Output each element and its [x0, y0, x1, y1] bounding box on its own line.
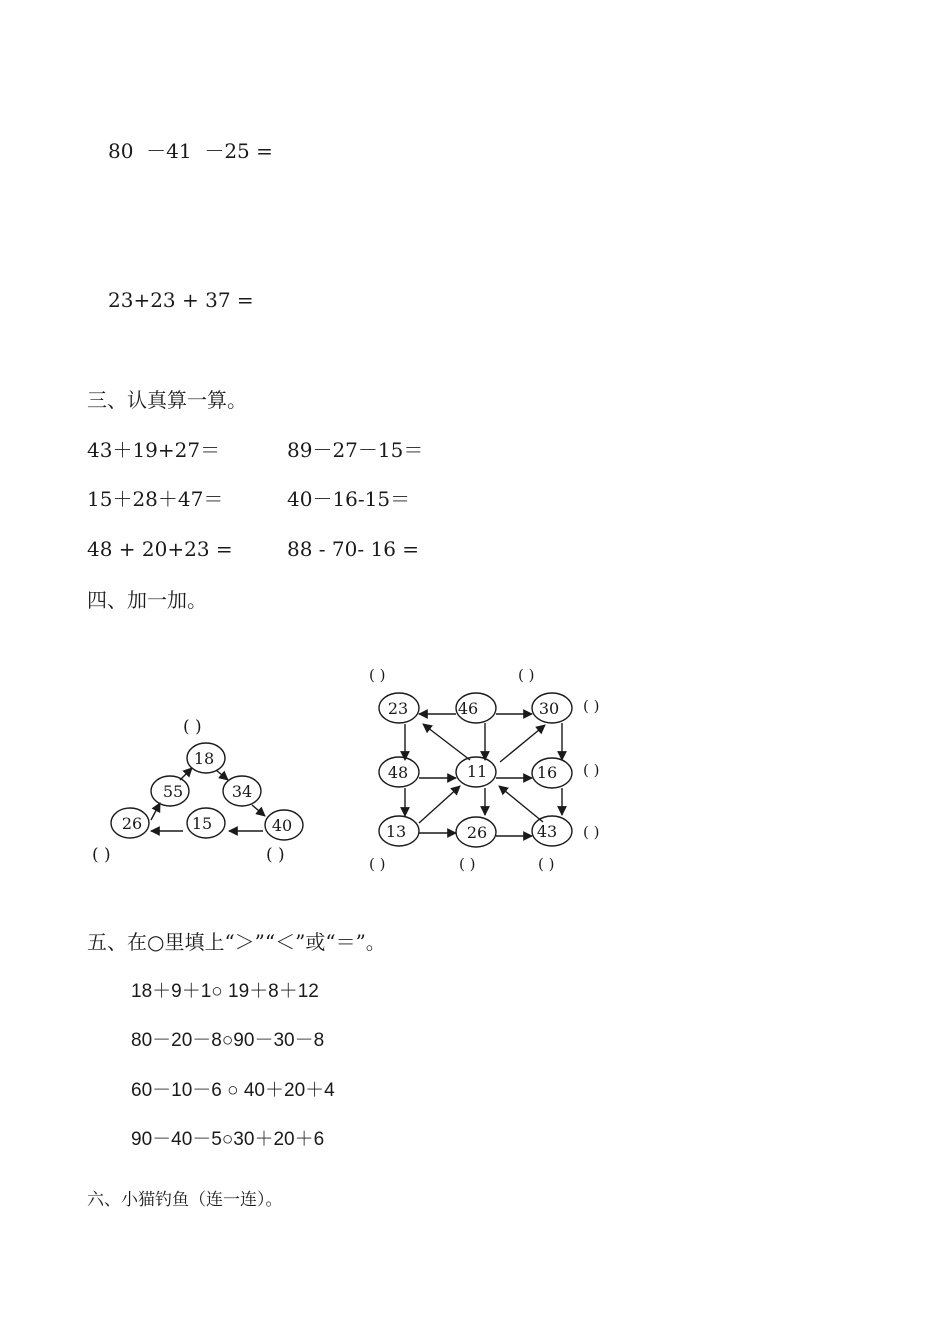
grid-number: 48 — [387, 763, 409, 782]
triangle-number: 55 — [162, 782, 184, 801]
grid-number: 16 — [536, 763, 558, 782]
grid-number: 43 — [536, 822, 558, 841]
triangle-number: 26 — [121, 814, 143, 833]
answer-blank: ( ) — [518, 666, 535, 684]
answer-blank: ( ) — [538, 855, 555, 873]
answer-blank: ( ) — [459, 855, 476, 873]
answer-blank: ( ) — [583, 823, 600, 841]
answer-blank: ( ) — [583, 761, 600, 779]
addition-diagrams — [0, 640, 950, 900]
compare-item: 80－20－8○90－30－8 — [131, 1030, 325, 1051]
calc-1: 43＋19+27＝ — [87, 438, 221, 462]
answer-blank: ( ) — [266, 845, 285, 865]
answer-blank: ( ) — [369, 855, 386, 873]
calc-6: 88 - 70- 16 = — [287, 537, 420, 561]
answer-blank: ( ) — [183, 717, 202, 737]
grid-number: 11 — [466, 762, 488, 781]
section4-heading: 四、加一加。 — [87, 588, 207, 612]
calc-2: 89－27－15＝ — [287, 438, 424, 462]
grid-number: 23 — [387, 699, 409, 718]
section5-heading: 五、在○里填上“＞”“＜”或“＝”。 — [87, 930, 386, 954]
calc-3: 15＋28＋47＝ — [87, 487, 224, 511]
triangle-number: 18 — [193, 749, 215, 768]
answer-blank: ( ) — [583, 697, 600, 715]
grid-number: 13 — [385, 822, 407, 841]
expression-2: 23+23 + 37 = — [108, 288, 254, 312]
compare-item: 90－40－5○30＋20＋6 — [131, 1129, 325, 1150]
answer-blank: ( ) — [92, 845, 111, 865]
calc-4: 40－16-15＝ — [287, 487, 411, 511]
expression-1: 80 －41 －25 = — [108, 139, 273, 163]
compare-item: 18＋9＋1○ 19＋8＋12 — [131, 981, 319, 1002]
triangle-number: 34 — [231, 782, 253, 801]
grid-number: 30 — [538, 699, 560, 718]
triangle-number: 15 — [191, 814, 213, 833]
section3-heading: 三、认真算一算。 — [87, 388, 247, 412]
section6-heading: 六、小猫钓鱼（连一连）。 — [87, 1190, 283, 1210]
compare-item: 60－10－6 ○ 40＋20＋4 — [131, 1080, 335, 1101]
calc-5: 48 + 20+23 = — [87, 537, 233, 561]
answer-blank: ( ) — [369, 666, 386, 684]
triangle-number: 40 — [271, 816, 293, 835]
grid-number: 46 — [457, 699, 479, 718]
grid-number: 26 — [466, 823, 488, 842]
